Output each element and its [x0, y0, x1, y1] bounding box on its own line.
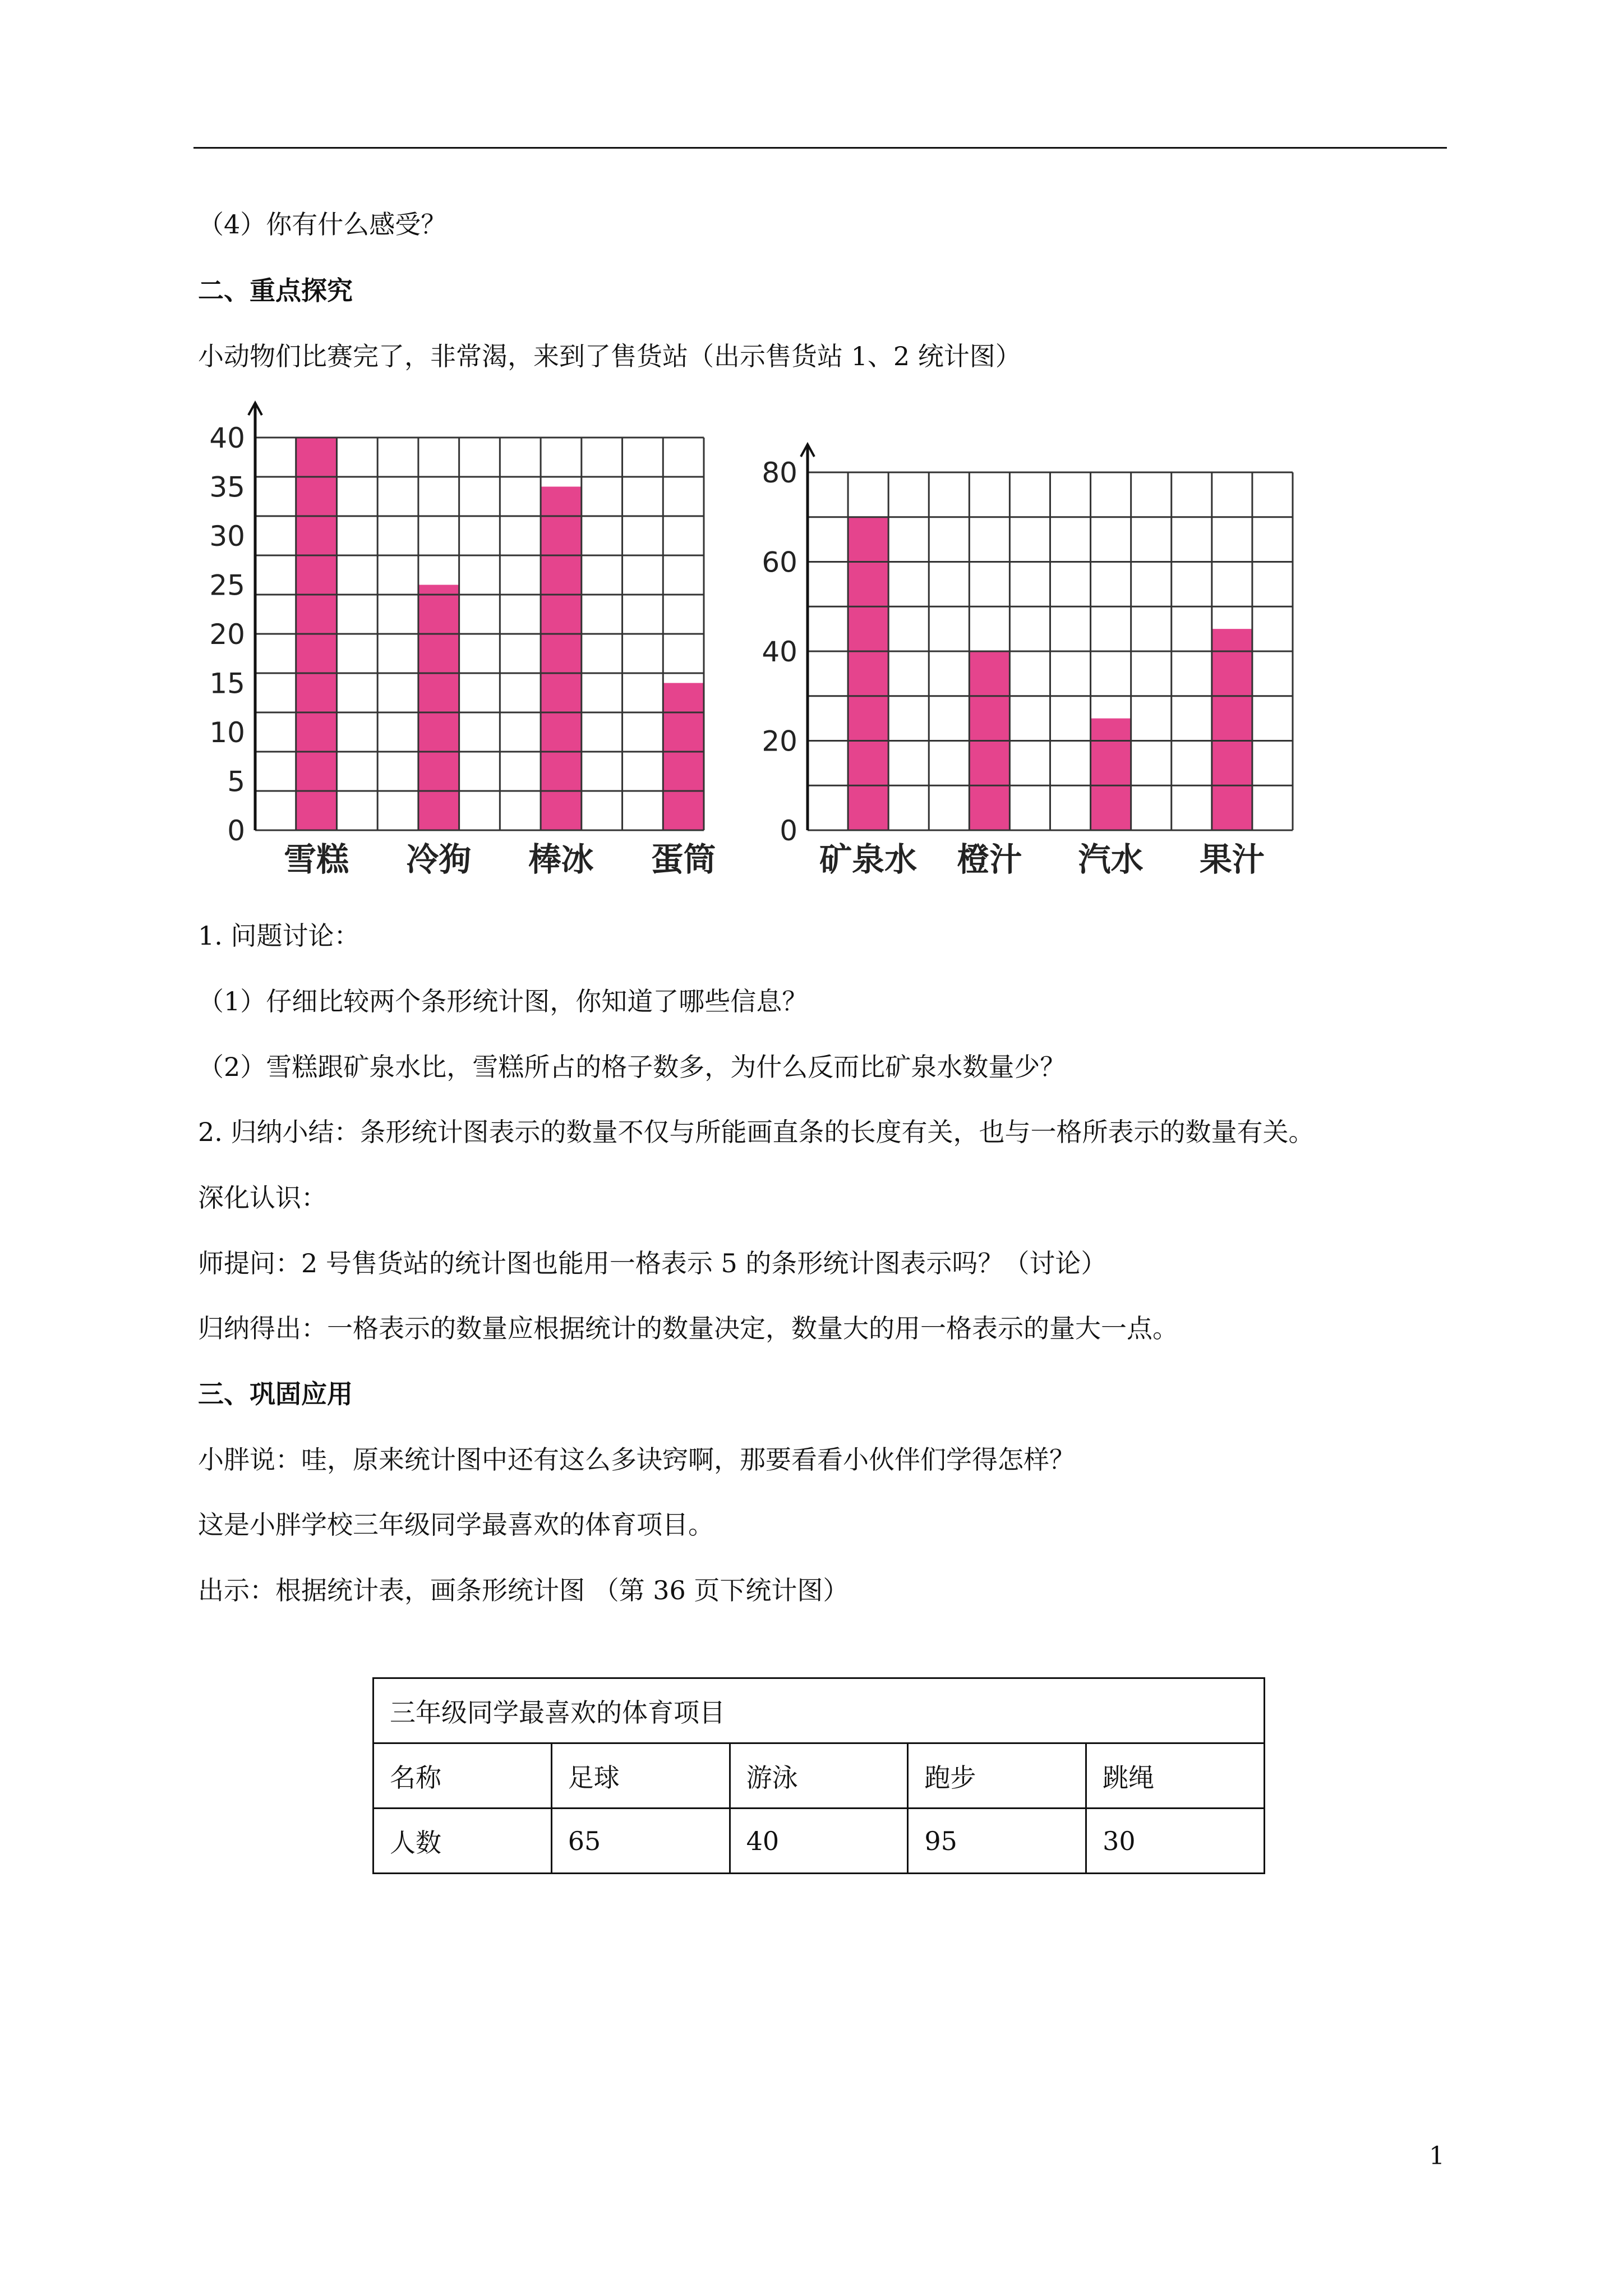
table-row	[374, 1743, 1265, 1809]
intro-text: 小动物们比赛完了，非常渴，来到了售货站（出示售货站 1、2 统计图）	[198, 341, 1021, 371]
category-label: 矿泉水	[819, 840, 917, 878]
table-cell: 65	[551, 1809, 730, 1874]
teacher-question: 师提问：2 号售货站的统计图也能用一格表示 5 的条形统计图表示吗？（讨论）	[198, 1248, 1107, 1278]
question-4: （4）你有什么感受？	[198, 209, 447, 240]
y-tick-label: 0	[780, 815, 797, 847]
category-label: 棒冰	[528, 840, 594, 878]
sports-table	[372, 1677, 1265, 1874]
y-tick-label: 0	[227, 815, 245, 847]
discussion-question-1: （1）仔细比较两个条形统计图，你知道了哪些信息？	[198, 986, 808, 1016]
table-cell: 跑步	[908, 1743, 1086, 1809]
y-tick-label: 20	[209, 618, 245, 651]
deepen-heading: 深化认识：	[198, 1182, 327, 1213]
bar	[541, 487, 582, 831]
table-row	[374, 1809, 1265, 1874]
summary-text: 2. 归纳小结：条形统计图表示的数量不仅与所能画直条的长度有关，也与一格所表示的数量有关。	[198, 1117, 1315, 1147]
category-label: 冷狗	[406, 840, 472, 878]
page-number: 1	[1429, 2142, 1445, 2170]
table-cell: 人数	[374, 1809, 552, 1874]
section-2-heading: 二、重点探究	[198, 275, 353, 306]
table-cell: 游泳	[730, 1743, 908, 1809]
bar	[663, 683, 704, 831]
y-tick-label: 30	[209, 520, 245, 553]
category-label: 雪糕	[284, 840, 349, 878]
discussion-question-2: （2）雪糕跟矿泉水比，雪糕所占的格子数多，为什么反而比矿泉水数量少？	[198, 1052, 1066, 1082]
category-label: 汽水	[1078, 840, 1144, 878]
table-cell: 跳绳	[1086, 1743, 1265, 1809]
y-tick-label: 20	[762, 725, 797, 758]
bar	[848, 517, 888, 830]
y-tick-label: 15	[209, 667, 245, 700]
bar	[1091, 719, 1131, 830]
chart-station-2	[762, 444, 1293, 878]
category-label: 蛋筒	[651, 840, 716, 878]
table-cell: 足球	[551, 1743, 730, 1809]
xiaopang-text: 小胖说：哇，原来统计图中还有这么多诀窍啊，那要看看小伙伴们学得怎样？	[198, 1444, 1075, 1475]
table-cell: 名称	[374, 1743, 552, 1809]
category-label: 橙汁	[957, 840, 1022, 878]
table-cell: 95	[908, 1809, 1086, 1874]
y-tick-label: 60	[762, 546, 797, 579]
y-tick-label: 40	[209, 422, 245, 454]
show-text: 出示：根据统计表，画条形统计图 （第 36 页下统计图）	[198, 1575, 849, 1605]
table-cell: 30	[1086, 1809, 1265, 1874]
y-tick-label: 80	[762, 457, 797, 489]
bar-charts	[199, 399, 1332, 893]
table-cell: 40	[730, 1809, 908, 1874]
bar	[418, 585, 459, 831]
discussion-heading: 1. 问题讨论：	[198, 921, 360, 951]
category-label: 果汁	[1199, 840, 1265, 878]
y-tick-label: 35	[209, 471, 245, 504]
y-tick-label: 10	[209, 716, 245, 749]
conclusion-text: 归纳得出：一格表示的数量应根据统计的数量决定，数量大的用一格表示的量大一点。	[198, 1313, 1178, 1343]
table-title: 三年级同学最喜欢的体育项目	[374, 1678, 1265, 1743]
header-rule	[193, 147, 1447, 149]
y-tick-label: 5	[227, 765, 245, 798]
section-3-heading: 三、巩固应用	[198, 1379, 353, 1409]
chart-station-1	[209, 403, 716, 878]
bar	[1212, 629, 1252, 830]
table-title-row	[374, 1678, 1265, 1743]
school-text: 这是小胖学校三年级同学最喜欢的体育项目。	[198, 1510, 714, 1540]
y-tick-label: 25	[209, 569, 245, 602]
y-tick-label: 40	[762, 636, 797, 668]
